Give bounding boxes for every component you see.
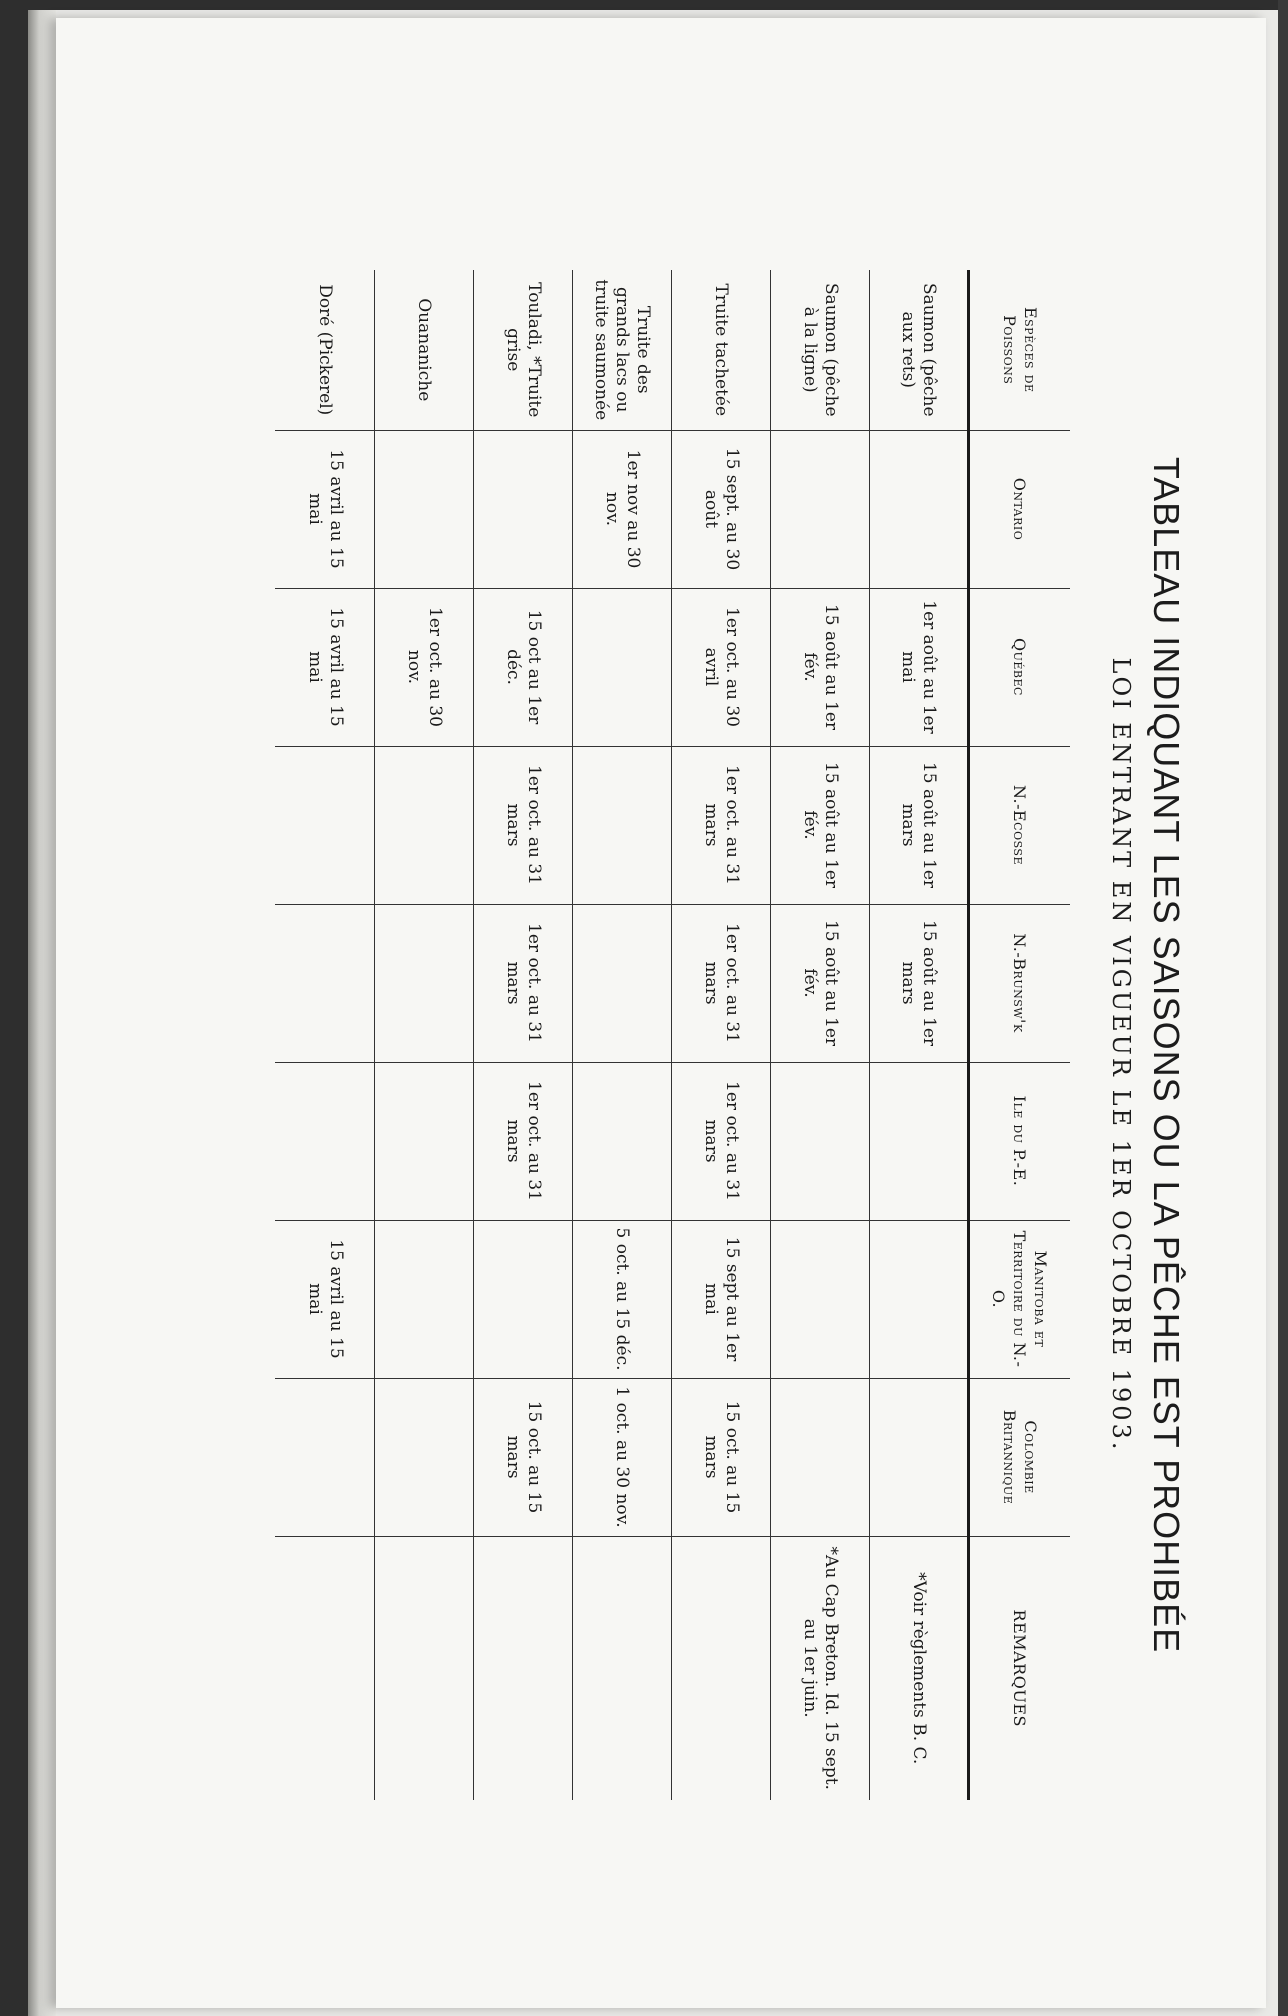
header-manitoba: Manitoba et Territoire du N.-O. xyxy=(969,1220,1071,1378)
header-ile-du-pe: Ile du P.-E. xyxy=(969,1062,1071,1220)
nouveau-brunswick-cell: 1er oct. au 31 mars xyxy=(474,904,573,1062)
nouveau-brunswick-cell: 1er oct. au 31 mars xyxy=(672,904,771,1062)
nouvelle-ecosse-cell: 15 août au 1er mars xyxy=(870,746,969,904)
colombie-cell xyxy=(870,1378,969,1536)
header-quebec: Québec xyxy=(969,588,1071,746)
species-cell: Touladi, *Truite grise xyxy=(474,270,573,430)
manitoba-cell: 15 sept au 1er mai xyxy=(672,1220,771,1378)
document-subtitle: LOI ENTRANT EN VIGUEUR LE 1ER OCTOBRE 1903. xyxy=(1107,657,1135,1453)
colombie-cell: 15 oct. au 15 mars xyxy=(474,1378,573,1536)
header-remarques: REMARQUES xyxy=(969,1536,1071,1800)
species-cell: Doré (Pickerel) xyxy=(276,270,375,430)
colombie-cell xyxy=(375,1378,474,1536)
page-edge xyxy=(28,10,56,2016)
header-colombie: Colombie Britannique xyxy=(969,1378,1071,1536)
ontario-cell: 15 sept. au 30 août xyxy=(672,430,771,588)
ontario-cell xyxy=(474,430,573,588)
ontario-cell xyxy=(771,430,870,588)
rotated-content xyxy=(245,230,1215,1880)
ontario-cell xyxy=(870,430,969,588)
quebec-cell: 1er oct. au 30 avril xyxy=(672,588,771,746)
remarques-cell xyxy=(375,1536,474,1800)
header-nouvelle-ecosse: N.-Ecosse xyxy=(969,746,1071,904)
species-cell: Saumon (pêche à la ligne) xyxy=(771,270,870,430)
manitoba-cell xyxy=(375,1220,474,1378)
table-row xyxy=(870,270,969,1800)
species-cell: Saumon (pêche aux rets) xyxy=(870,270,969,430)
manitoba-cell xyxy=(474,1220,573,1378)
nouvelle-ecosse-cell xyxy=(573,746,672,904)
colombie-cell: 15 oct. au 15 mars xyxy=(672,1378,771,1536)
nouvelle-ecosse-cell: 1er oct. au 31 mars xyxy=(474,746,573,904)
quebec-cell: 15 août au 1er fév. xyxy=(771,588,870,746)
remarques-cell xyxy=(276,1536,375,1800)
quebec-cell: 1er oct. au 30 nov. xyxy=(375,588,474,746)
table-row xyxy=(276,270,375,1800)
ile-du-pe-cell xyxy=(573,1062,672,1220)
remarques-cell xyxy=(672,1536,771,1800)
manitoba-cell: 5 oct. au 15 déc. xyxy=(573,1220,672,1378)
scan-border-right xyxy=(1278,0,1288,2016)
table-row xyxy=(672,270,771,1800)
nouveau-brunswick-cell: 15 août au 1er mars xyxy=(870,904,969,1062)
manitoba-cell: 15 avril au 15 mai xyxy=(276,1220,375,1378)
table-row xyxy=(474,270,573,1800)
colombie-cell: 1 oct. au 30 nov. xyxy=(573,1378,672,1536)
ile-du-pe-cell xyxy=(276,1062,375,1220)
nouveau-brunswick-cell xyxy=(276,904,375,1062)
header-row xyxy=(969,270,1071,1800)
header-ontario: Ontario xyxy=(969,430,1071,588)
remarques-cell xyxy=(474,1536,573,1800)
ile-du-pe-cell xyxy=(375,1062,474,1220)
ontario-cell: 1er nov au 30 nov. xyxy=(573,430,672,588)
nouvelle-ecosse-cell: 1er oct. au 31 mars xyxy=(672,746,771,904)
remarques-cell: *Voir règlements B. C. xyxy=(870,1536,969,1800)
nouvelle-ecosse-cell xyxy=(276,746,375,904)
quebec-cell: 15 avril au 15 mai xyxy=(276,588,375,746)
nouveau-brunswick-cell xyxy=(375,904,474,1062)
table-row xyxy=(375,270,474,1800)
ile-du-pe-cell: 1er oct. au 31 mars xyxy=(672,1062,771,1220)
quebec-cell: 15 oct au 1er déc. xyxy=(474,588,573,746)
manitoba-cell xyxy=(771,1220,870,1378)
nouveau-brunswick-cell: 15 août au 1er fév. xyxy=(771,904,870,1062)
quebec-cell: 1er août au 1er mai xyxy=(870,588,969,746)
header-species: Espèces de Poissons xyxy=(969,270,1071,430)
manitoba-cell xyxy=(870,1220,969,1378)
header-nouveau-brunswick: N.-Brunsw'k xyxy=(969,904,1071,1062)
colombie-cell xyxy=(771,1378,870,1536)
ile-du-pe-cell: 1er oct. au 31 mars xyxy=(474,1062,573,1220)
ontario-cell: 15 avril au 15 mai xyxy=(276,430,375,588)
table-row xyxy=(573,270,672,1800)
remarques-cell xyxy=(573,1536,672,1800)
species-cell: Truite tachetée xyxy=(672,270,771,430)
ile-du-pe-cell xyxy=(771,1062,870,1220)
ile-du-pe-cell xyxy=(870,1062,969,1220)
quebec-cell xyxy=(573,588,672,746)
ontario-cell xyxy=(375,430,474,588)
species-cell: Truite des grands lacs ou truite saumonée xyxy=(573,270,672,430)
closed-seasons-table xyxy=(276,270,1071,1800)
nouvelle-ecosse-cell xyxy=(375,746,474,904)
remarques-cell: *Au Cap Breton. Id. 15 sept. au 1er juin. xyxy=(771,1536,870,1800)
nouvelle-ecosse-cell: 15 août au 1er fév. xyxy=(771,746,870,904)
document-title: TABLEAU INDIQUANT LES SAISONS OU LA PÊCHE EST PROHIBÉE xyxy=(1146,456,1187,1654)
scan-border-top xyxy=(0,0,1288,10)
nouveau-brunswick-cell xyxy=(573,904,672,1062)
colombie-cell xyxy=(276,1378,375,1536)
scan-border-left xyxy=(0,0,28,2016)
species-cell: Ouananiche xyxy=(375,270,474,430)
table-row xyxy=(771,270,870,1800)
